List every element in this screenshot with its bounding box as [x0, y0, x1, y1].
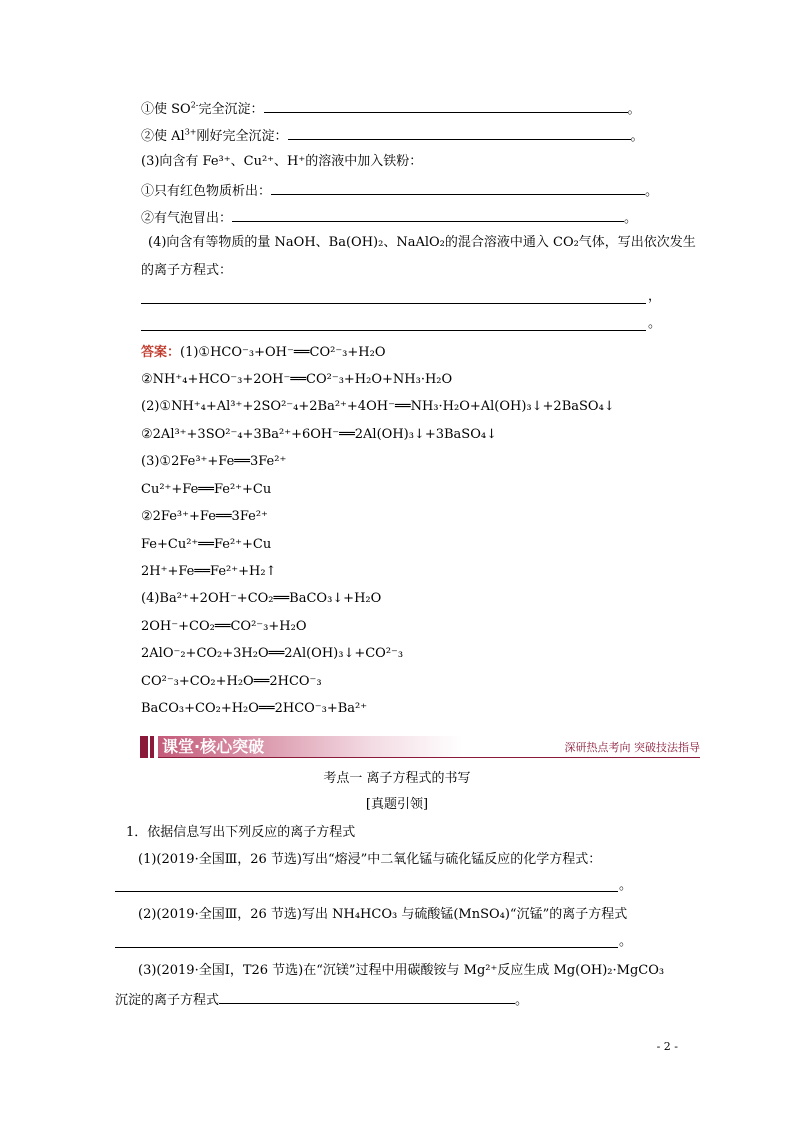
section-heading: 考点一 离子方程式的书写	[323, 771, 471, 786]
answer-line: 2AlO⁻₂+CO₂+3H₂O══2Al(OH)₃↓+CO²⁻₃	[141, 646, 404, 661]
banner-marker	[140, 736, 148, 758]
banner-title: 课堂·核心突破	[158, 736, 462, 758]
answer-blank[interactable]	[219, 989, 515, 1004]
period: 。	[619, 878, 633, 893]
problem-intro: 1．依据信息写出下列反应的离子方程式	[126, 825, 356, 840]
answer-line: CO²⁻₃+CO₂+H₂O══2HCO⁻₃	[141, 674, 322, 689]
question-line: (4)向含有等物质的量 NaOH、Ba(OH)₂、NaAlO₂的混合溶液中通入 CO₂气体，写出依次发生	[148, 235, 696, 250]
answer-line	[141, 344, 386, 362]
answer-line: 2H⁺+Fe══Fe²⁺+H₂↑	[141, 564, 277, 579]
q2-suffix: 刚好完全沉淀：	[196, 129, 288, 144]
q1-sup: 2-	[190, 100, 199, 110]
answer-line: (2)①NH⁺₄+Al³⁺+2SO²⁻₄+2Ba²⁺+4OH⁻══NH₃·H₂O+Al(OH)₃↓+2BaSO₄↓	[141, 399, 615, 414]
answer-blank[interactable]	[264, 98, 628, 113]
answer-rule[interactable]	[141, 329, 646, 331]
q2-sup: 3+	[184, 127, 197, 137]
answer-line: ②NH⁺₄+HCO⁻₃+2OH⁻══CO²⁻₃+H₂O+NH₃·H₂O	[141, 372, 453, 387]
period: 。	[619, 934, 633, 949]
question-line	[141, 180, 658, 201]
question-line	[141, 98, 641, 119]
answer-text: (1)①HCO⁻₃+OH⁻══CO²⁻₃+H₂O	[180, 345, 386, 360]
period: 。	[648, 316, 662, 331]
page-number: - 2 -	[656, 1040, 678, 1053]
answer-rule[interactable]	[141, 302, 646, 304]
period: 。	[645, 184, 659, 199]
question-line	[141, 125, 644, 146]
answer-blank[interactable]	[232, 207, 624, 222]
comma: ，	[648, 289, 662, 304]
banner-rule	[158, 757, 700, 758]
answer-line: 2OH⁻+CO₂══CO²⁻₃+H₂O	[141, 619, 307, 634]
q3-1-text: ①只有红色物质析出：	[141, 184, 272, 199]
answer-line: ②2Al³⁺+3SO²⁻₄+3Ba²⁺+6OH⁻══2Al(OH)₃↓+3BaSO₄↓	[141, 427, 497, 442]
answer-line: BaCO₃+CO₂+H₂O══2HCO⁻₃+Ba²⁺	[141, 701, 368, 716]
answer-blank[interactable]	[288, 125, 631, 140]
problem-text: (2)(2019·全国Ⅲ，26 节选)写出 NH₄HCO₃ 与硫酸锰(MnSO₄)“沉锰”的离子方程式	[138, 907, 628, 922]
problem-text: (1)(2019·全国Ⅲ，26 节选)写出“熔浸”中二氧化锰与硫化锰反应的化学方程式：	[138, 852, 602, 867]
answer-blank[interactable]	[271, 180, 645, 195]
question-line	[141, 207, 637, 228]
period: 。	[515, 993, 529, 1008]
problem-line	[115, 989, 528, 1010]
question-line: (3)向含有 Fe³⁺、Cu²⁺、H⁺的溶液中加入铁粉：	[141, 154, 423, 169]
q3-2-text: ②有气泡冒出：	[141, 211, 233, 226]
answer-label: 答案：	[141, 345, 181, 360]
section-subheading: [真题引领]	[365, 797, 429, 812]
question-line: 的离子方程式：	[141, 263, 233, 278]
answer-line: ②2Fe³⁺+Fe══3Fe²⁺	[141, 509, 268, 524]
answer-line: (3)①2Fe³⁺+Fe══3Fe²⁺	[141, 454, 287, 469]
answer-rule[interactable]	[115, 890, 618, 892]
period: 。	[630, 129, 644, 144]
q2-text: ②使 Al	[141, 129, 185, 144]
section-banner	[140, 736, 700, 758]
period: 。	[627, 102, 641, 117]
period: 。	[624, 211, 638, 226]
problem-text: (3)(2019·全国Ⅰ，T26 节选)在“沉镁”过程中用碳酸铵与 Mg²⁺反应生成 Mg(OH)₂·MgCO₃	[138, 963, 665, 978]
answer-line: Cu²⁺+Fe══Fe²⁺+Cu	[141, 482, 272, 497]
answer-line: (4)Ba²⁺+2OH⁻+CO₂══BaCO₃↓+H₂O	[141, 591, 382, 606]
answer-rule[interactable]	[115, 946, 618, 948]
q1-suffix: 完全沉淀：	[198, 102, 264, 117]
banner-marker	[150, 736, 154, 758]
banner-subtitle: 深研热点考向 突破技法指导	[564, 741, 700, 754]
answer-line: Fe+Cu²⁺══Fe²⁺+Cu	[141, 537, 272, 552]
problem-text: 沉淀的离子方程式	[115, 993, 220, 1008]
q1-text: ①使 SO	[141, 102, 191, 117]
